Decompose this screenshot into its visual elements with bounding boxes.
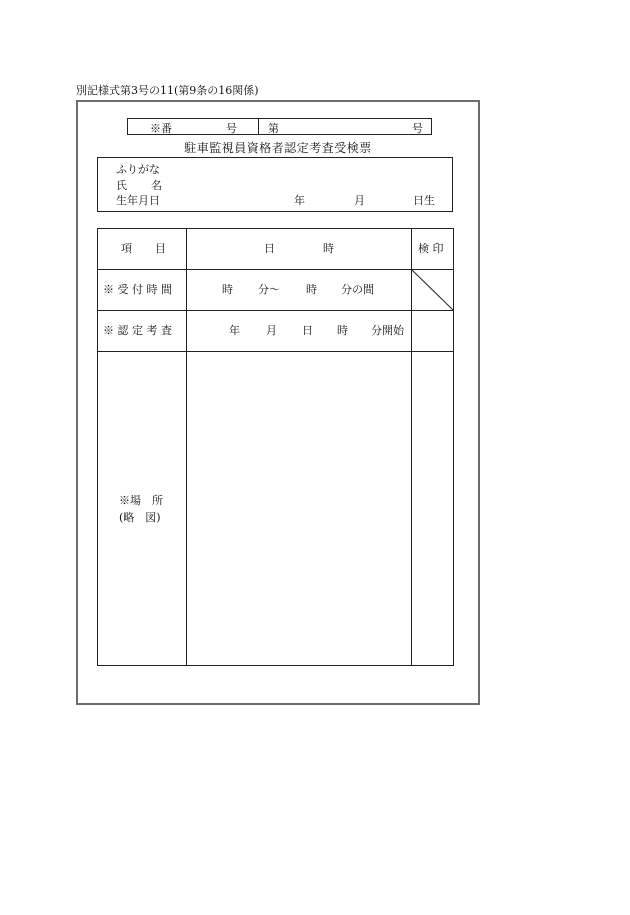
reception-hour-unit-1: 時: [222, 283, 233, 296]
exam-minute-start-unit: 分開始: [371, 324, 404, 337]
dob-day-unit: 日生: [413, 194, 435, 207]
number-dai: 第: [268, 122, 279, 135]
row-exam-label: ※ 認 定 考 査: [103, 324, 172, 337]
number-label-go: 号: [226, 122, 237, 135]
form-caption: 別記様式第3号の11(第9条の16関係): [76, 84, 259, 97]
exam-number-box: [127, 118, 432, 135]
furigana-label: ふりがな: [116, 163, 160, 176]
table-col-divider-1: [186, 228, 187, 666]
reception-hour-unit-2: 時: [306, 283, 317, 296]
name-label-first-char: 氏: [116, 179, 127, 192]
header-seal: 検 印: [418, 242, 444, 255]
dob-label: 生年月日: [116, 194, 160, 207]
table-border-bottom: [97, 665, 454, 666]
dob-month-unit: 月: [354, 194, 365, 207]
personal-info-box: [97, 157, 453, 212]
seal-cell-diagonal: [412, 270, 453, 310]
exam-table: [97, 228, 454, 666]
name-label-second-char: 名: [151, 179, 162, 192]
exam-day-unit: 日: [302, 324, 313, 337]
number-box-divider: [258, 119, 259, 134]
reception-minute-unit-2: 分の間: [341, 283, 374, 296]
table-row-divider-1: [97, 269, 454, 270]
table-row-divider-3: [97, 351, 454, 352]
place-label: ※場 所: [119, 494, 163, 507]
table-border-top: [97, 228, 454, 229]
header-datetime-char-1: 日: [264, 242, 275, 255]
table-border-left: [97, 228, 98, 666]
number-go: 号: [412, 122, 423, 135]
form-title: 駐車監視員資格者認定考査受検票: [184, 141, 372, 155]
header-datetime-char-2: 時: [323, 242, 334, 255]
header-item-char-2: 目: [155, 242, 166, 255]
exam-hour-unit: 時: [337, 324, 348, 337]
table-row-divider-2: [97, 310, 454, 311]
dob-year-unit: 年: [294, 194, 305, 207]
reception-minute-unit-1: 分〜: [258, 283, 280, 296]
row-reception-label: ※ 受 付 時 間: [103, 283, 172, 296]
number-label: ※番: [150, 122, 172, 135]
place-map-label: (略 図): [119, 511, 161, 524]
table-border-right: [453, 228, 454, 666]
header-item-char-1: 項: [121, 242, 132, 255]
exam-month-unit: 月: [266, 324, 277, 337]
exam-year-unit: 年: [229, 324, 240, 337]
